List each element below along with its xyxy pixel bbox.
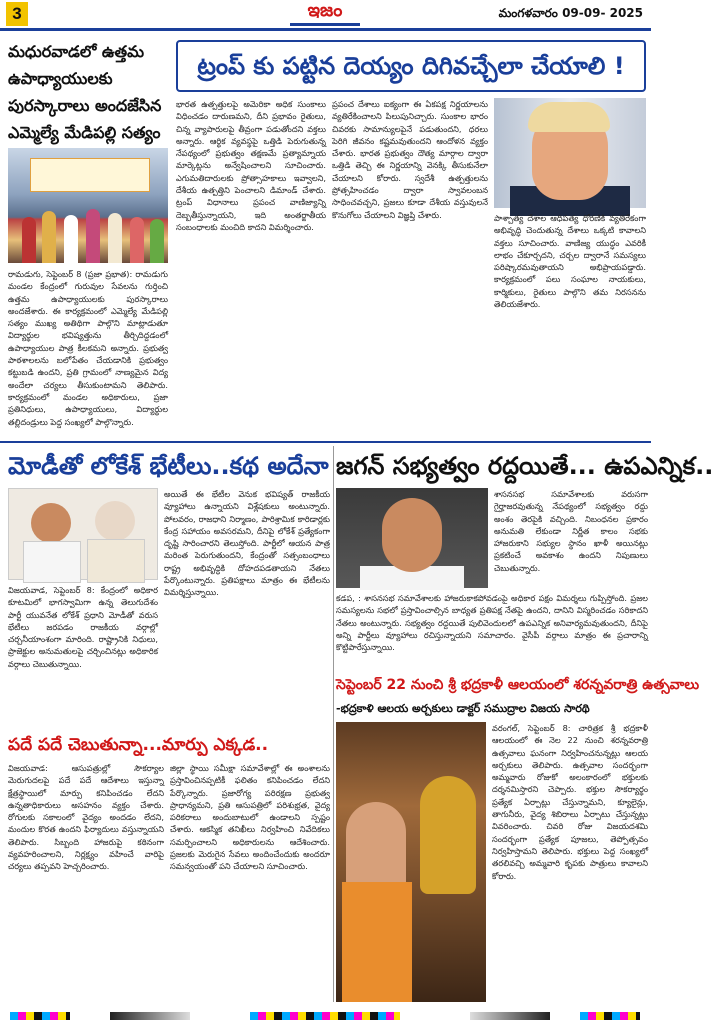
masthead-logo — [290, 2, 360, 26]
pade-story-column-1: విజయవాడ: ఆసుపత్రుల్లో సౌకర్యాల మెరుగుదలపై పదే పదే ఆదేశాలు ఇస్తున్నా క్షేత్రస్థాయిలో మార్పు కనిపించడం లేదని ఉన్నతాధికారులు అసహనం వ్యక్తం చేశారు. రోగులకు సకాలంలో వైద్యం అందడం లేదని, మందుల కొరత ఉందని ఫిర్యాదులు వస్తున్నాయని తెలిపారు. సిబ్బంది హాజరుపై కఠినంగా వ్యవహరించాలని, నిర్లక్ష్యం వహించే వారిపై చర్యలు తప్పవని హెచ్చరించారు. — [8, 763, 164, 872]
left-story-body: రామడుగు, సెప్టెంబర్ 8 (ప్రజా ప్రభాత): రామడుగు మండల కేంద్రంలో గురువుల సేవలను గుర్తించి ఉత్తమ ఉపాధ్యాయులకు పురస్కారాలు అందజేశారు. ఈ కార్యక్రమంలో ఎమ్మెల్యే మేడిపల్లి సత్యం ముఖ్య అతిథిగా పాల్గొని మాట్లాడుతూ విద్యార్థుల భవిష్యత్తును తీర్చిదిద్దడంలో ఉపాధ్యాయుల పాత్ర కీలకమని అన్నారు. ప్రభుత్వ పాఠశాలలను బలోపేతం చేయడానికి ప్రభుత్వం కట్టుబడి ఉందని, ప్రతి గ్రామంలో నాణ్యమైన విద్య అందేలా చర్యలు తీసుకుంటామని తెలిపారు. కార్యక్రమంలో మండల అధికారులు, ప్రజా ప్రతినిధులు, ఉపాధ్యాయులు, విద్యార్థుల తల్లిదండ్రులు పెద్ద సంఖ్యలో పాల్గొన్నారు. — [8, 269, 168, 427]
trump-story-column-2: ప్రపంచ దేశాలు ఐక్యంగా ఈ ఏకపక్ష నిర్ణయాలను వ్యతిరేకించాలని పిలుపునిచ్చారు. సుంకాల భారం చివరకు సామాన్యులపైనే పడుతుందని, ధరలు పెరిగి జీవనం కష్టమవుతుందని ఆందోళన వ్యక్తం చేశారు. భారత ప్రభుత్వం దౌత్య మార్గాల ద్వారా ఒత్తిడి తెచ్చి ఈ నిర్ణయాన్ని వెనక్కి తీసుకునేలా చేయాలని కోరారు. స్వదేశీ ఉత్పత్తులను ప్రోత్సహించడం ద్వారా స్వావలంబన సాధించవచ్చని, ప్రజలు కూడా దేశీయ వస్తువులనే కొనుగోలు చేయాలని విజ్ఞప్తి చేశారు. — [332, 99, 488, 220]
header-rule — [0, 28, 651, 31]
navaratri-headline: సెప్టెంబర్ 22 నుంచి శ్రీ భద్రకాళీ ఆలయంలో శరన్నవరాత్రి ఉత్సవాలు — [336, 677, 700, 693]
section-divider — [0, 441, 651, 443]
event-banner — [30, 158, 150, 192]
column-rule — [333, 446, 334, 1002]
pade-story-column-2: జిల్లా స్థాయి సమీక్షా సమావేశాల్లో ఈ అంశాలను ప్రస్తావించినప్పటికీ ఫలితం కనిపించడం లేదని పేర్కొన్నారు. ప్రజారోగ్య పరిరక్షణ ప్రభుత్వ ప్రాధాన్యమని, ప్రతి ఆసుపత్రిలో పరిశుభ్రత, వైద్య పరికరాలు అందుబాటులో ఉండాలని స్పష్టం చేశారు. ఆకస్మిక తనిఖీలు నిర్వహించి నివేదికలు సమర్పించాలని అధికారులను ఆదేశించారు. ప్రజలకు మెరుగైన సేవలు అందించేందుకు అందరూ సమన్వయంతో పని చేయాలని సూచించారు. — [170, 763, 330, 872]
modi-story-column-2: అయితే ఈ భేటీల వెనుక భవిష్యత్ రాజకీయ వ్యూహాలు ఉన్నాయని విశ్లేషకులు అంటున్నారు. పోలవరం, రాజధాని నిర్మాణం, పారిశ్రామిక కారిడార్లకు కేంద్ర సహాయం అవసరమని, దీనిపై లోకేశ్ ప్రత్యేకంగా దృష్టి సారించారని తెలుస్తోంది. పార్టీలో ఆయన పాత్ర మరింత పెరుగుతుందని, కేంద్రంతో సత్సంబంధాలు రాష్ట్ర అభివృద్ధికి దోహదపడతాయని నేతలు పేర్కొంటున్నారు. ప్రతిపక్షాలు మాత్రం ఈ భేటీలను విమర్శిస్తున్నాయి. — [164, 489, 330, 598]
modi-lokesh-photo — [8, 488, 158, 580]
jagan-story-right-column: శాసనసభ సమావేశాలకు వరుసగా గైర్హాజరవుతున్న నేపథ్యంలో సభ్యత్వం రద్దు అంశం తెరపైకి వచ్చింది. నిబంధనల ప్రకారం అనుమతి లేకుండా నిర్ణీత కాలం సభకు హాజరుకాని సభ్యుల స్థానం ఖాళీ అయినట్లు ప్రకటించే అవకాశం ఉందని నిపుణులు చెబుతున్నారు. — [494, 489, 648, 573]
jagan-story-body: కడప, : శాసనసభ సమావేశాలకు హాజరుకాకపోవడంపై అధికార పక్షం విమర్శలు గుప్పిస్తోంది. ప్రజల సమస్యలను సభలో ప్రస్తావించాల్సిన బాధ్యత ప్రతిపక్ష నేతపై ఉందని, దానిని విస్మరించడం సరికాదని నేతలు అంటున్నారు. సభ్యత్వం రద్దయితే పులివెందులలో ఉపఎన్నిక అనివార్యమవుతుందని, దీనిపై అన్ని పార్టీలు వ్యూహాలు రచిస్తున్నాయని సమాచారం. వైసీపీ వర్గాలు మాత్రం ఈ ప్రచారాన్ని కొట్టిపారేస్తున్నాయి. — [336, 593, 648, 653]
left-story-photo — [8, 148, 168, 263]
navaratri-byline: -భద్రకాళి ఆలయ అర్చకులు డాక్టర్ సముద్రాల విజయ సారథి — [336, 702, 590, 715]
pade-story-headline: పదే పదే చెబుతున్నా...మార్పు ఎక్కడ.. — [8, 735, 269, 755]
temple-priest-photo — [336, 722, 486, 1002]
modi-story-column-1: విజయవాడ, సెప్టెంబర్ 8: కేంద్రంలో అధికార కూటమిలో భాగస్వామిగా ఉన్న తెలుగుదేశం పార్టీ యువనేత లోకేశ్ ప్రధాని మోడీతో వరుస భేటీలు జరపడం రాజకీయ వర్గాల్లో చర్చనీయాంశంగా మారింది. రాష్ట్రానికి నిధులు, ప్రాజెక్టుల అనుమతులపై చర్చించినట్లు అధికారిక వర్గాలు చెబుతున్నాయి. — [8, 585, 158, 669]
page-header — [0, 0, 651, 30]
left-story-headline: మధురవాడలో ఉత్తమ ఉపాధ్యాయులకు పురస్కారాలు అందజేసిన ఎమ్మెల్యే మేడిపల్లి సత్యం — [8, 42, 162, 142]
modi-story-headline: మోడీతో లోకేశ్ భేటీలు..కథ అదేనా — [8, 452, 329, 480]
navaratri-body: వరంగల్, సెప్టెంబర్ 8: చారిత్రక శ్రీ భద్రకాళీ ఆలయంలో ఈ నెల 22 నుంచి శరన్నవరాత్రి ఉత్సవాలు ఘనంగా నిర్వహించనున్నట్లు ఆలయ అర్చకులు తెలిపారు. ఉత్సవాల సందర్భంగా అమ్మవారు రోజుకో అలంకారంలో భక్తులకు దర్శనమిస్తారని చెప్పారు. భక్తుల సౌకర్యార్థం ప్రత్యేక ఏర్పాట్లు చేస్తున్నామని, క్యూలైన్లు, తాగునీరు, వైద్య శిబిరాలు ఏర్పాటు చేస్తున్నట్లు వివరించారు. చివరి రోజు విజయదశమి సందర్భంగా ప్రత్యేక పూజలు, తెప్పోత్సవం నిర్వహిస్తామని తెలిపారు. భక్తులు పెద్ద సంఖ్యలో తరలివచ్చి అమ్మవారి కృపకు పాత్రులు కావాలని కోరారు. — [492, 723, 648, 881]
trump-photo — [494, 98, 646, 208]
jagan-photo — [336, 488, 488, 588]
logo-text: ఇజం — [307, 0, 343, 21]
trump-story-column-3: పాశ్చాత్య దేశాల ఆధిపత్య ధోరణికి వ్యతిరేకంగా అభివృద్ధి చెందుతున్న దేశాలు ఒక్కటి కావాలని వక్తలు సూచించారు. వాణిజ్య యుద్ధం ఎవరికీ లాభం చేకూర్చదని, చర్చల ద్వారానే సమస్యలు పరిష్కారమవుతాయని అభిప్రాయపడ్డారు. కార్యక్రమంలో పలు సంఘాల నాయకులు, కార్మికులు, రైతులు పాల్గొని తమ నిరసనను తెలియజేశారు. — [494, 213, 646, 310]
jagan-story-headline: జగన్ సభ్యత్వం రద్దయితే... ఉపఎన్నిక.. — [336, 452, 713, 480]
dateline: మంగళవారం 09-09- 2025 — [498, 6, 643, 20]
trump-story-column-1: భారత ఉత్పత్తులపై అమెరికా అధిక సుంకాలు విధించడం దారుణమని, దీని ప్రభావం రైతులు, చిన్న వ్యాపారులపై తీవ్రంగా పడుతోందని వక్తలు అన్నారు. ఆర్థిక వ్యవస్థపై ఒత్తిడి పెరుగుతున్న నేపథ్యంలో ప్రభుత్వం తక్షణమే ప్రత్యామ్నాయ మార్కెట్లను అన్వేషించాలని సూచించారు. ఎగుమతిదారులకు ప్రోత్సాహకాలు ఇవ్వాలని, దేశీయ ఉత్పత్తిని పెంచాలని డిమాండ్ చేశారు. ట్రంప్ విధానాలు ప్రపంచ వాణిజ్యాన్ని దెబ్బతీస్తున్నాయని, ఇది అంతర్జాతీయ సంబంధాలకు మంచిది కాదని విమర్శించారు. — [176, 99, 326, 232]
page-number: 3 — [6, 2, 28, 26]
trump-story-headline: ట్రంప్ కు పట్టిన దెయ్యం దిగివచ్చేలా చేయాలి ! — [176, 40, 646, 92]
print-registration-bar — [0, 1008, 651, 1024]
